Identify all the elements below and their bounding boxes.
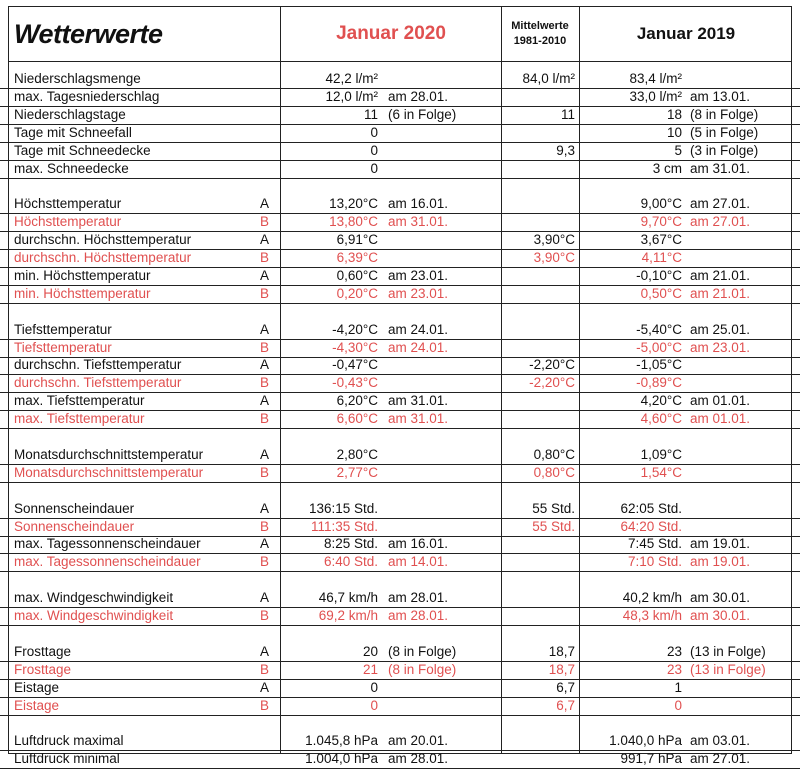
table-row <box>0 231 800 250</box>
row-label: Frosttage <box>14 643 72 659</box>
detail-2020: am 16.01. <box>388 196 449 212</box>
detail-2019: am 21.01. <box>690 267 751 283</box>
value-2020: 0 <box>370 697 378 713</box>
spacer-row <box>0 482 800 500</box>
value-2020: 6,39°C <box>336 250 378 265</box>
row-label: Niederschlagsmenge <box>14 71 141 86</box>
row-label: Tiefsttemperatur <box>14 339 112 355</box>
value-2020: 13,80°C <box>329 214 378 230</box>
value-2020: 0 <box>370 160 378 176</box>
detail-2019: am 27.01. <box>690 214 751 230</box>
detail-2020: am 24.01. <box>388 339 449 355</box>
value-2020: 42,2 l/m² <box>325 71 378 86</box>
value-2019: 0,50°C <box>640 285 682 301</box>
row-label: Höchsttemperatur <box>14 214 122 230</box>
row-label: Luftdruck minimal <box>14 751 120 767</box>
value-2020: -0,43°C <box>332 375 378 391</box>
detail-2019: am 19.01. <box>690 554 751 570</box>
value-2019: 18 <box>666 106 682 122</box>
station-code: B <box>260 608 270 623</box>
detail-2019: am 27.01. <box>690 751 751 767</box>
table-row <box>0 392 800 411</box>
detail-2019: (5 in Folge) <box>690 124 759 140</box>
station-code: A <box>260 196 270 212</box>
detail-2019: am 23.01. <box>690 339 751 355</box>
value-2019: 3 cm <box>652 160 682 176</box>
row-label: Eistage <box>14 679 60 695</box>
value-2020: 2,80°C <box>336 446 378 462</box>
detail-2019: am 01.01. <box>690 411 751 427</box>
detail-2020: (6 in Folge) <box>388 106 457 122</box>
value-2020: -4,30°C <box>332 339 378 355</box>
station-code: B <box>260 518 270 534</box>
column-header-2019: Januar 2019 <box>636 24 736 43</box>
detail-2020: am 28.01. <box>388 608 449 623</box>
table-row <box>0 321 800 340</box>
value-2019: 1.040,0 hPa <box>609 733 682 749</box>
row-label: max. Tagessonnenscheindauer <box>14 554 201 570</box>
station-code: A <box>260 232 270 248</box>
table-row <box>0 88 800 107</box>
detail-2020: am 31.01. <box>388 214 449 230</box>
station-code: A <box>260 446 270 462</box>
value-2019: -0,10°C <box>636 267 682 283</box>
value-mittelwert: 55 Std. <box>532 518 575 534</box>
detail-2020: am 28.01. <box>388 590 449 606</box>
detail-2020: (8 in Folge) <box>388 643 457 659</box>
detail-2019: (13 in Folge) <box>690 661 766 677</box>
row-label: durchschn. Tiefsttemperatur <box>14 357 182 373</box>
value-2020: 6:40 Std. <box>323 554 378 570</box>
value-2019: -0,89°C <box>636 375 682 391</box>
table-row <box>0 518 800 537</box>
table-row <box>0 446 800 465</box>
value-2019: 23 <box>666 661 682 677</box>
value-2019: 991,7 hPa <box>620 751 682 767</box>
row-label: min. Höchsttemperatur <box>14 285 151 301</box>
value-mittelwert: 3,90°C <box>533 250 575 265</box>
row-label: max. Tagessonnenscheindauer <box>14 536 201 552</box>
value-2019: 4,60°C <box>640 411 682 427</box>
value-2020: 2,77°C <box>336 464 378 480</box>
table-row <box>0 553 800 572</box>
value-2020: 20 <box>362 643 378 659</box>
table-row <box>0 70 800 89</box>
station-code: B <box>260 697 270 713</box>
row-label: Sonnenscheindauer <box>14 500 135 516</box>
detail-2019: am 31.01. <box>690 160 751 176</box>
detail-2019: am 30.01. <box>690 608 751 623</box>
value-2019: 10 <box>666 124 682 140</box>
value-2020: 0,60°C <box>336 267 378 283</box>
value-mittelwert: 6,7 <box>556 679 575 695</box>
station-code: B <box>260 464 270 480</box>
row-label: min. Höchsttemperatur <box>14 267 151 283</box>
value-2020: 0 <box>370 124 378 140</box>
detail-2019: am 27.01. <box>690 196 751 212</box>
row-label: durchschn. Höchsttemperatur <box>14 250 192 265</box>
value-2019: -5,40°C <box>636 321 682 337</box>
table-row <box>0 374 800 393</box>
value-2020: 8:25 Std. <box>323 536 378 552</box>
detail-2019: (8 in Folge) <box>690 106 759 122</box>
station-code: B <box>260 250 270 265</box>
value-2020: 6,91°C <box>336 232 378 248</box>
station-code: B <box>260 411 270 427</box>
value-2020: 12,0 l/m² <box>325 88 378 104</box>
value-2019: 3,67°C <box>640 232 682 248</box>
value-mittelwert: 0,80°C <box>533 464 575 480</box>
value-2019: 1,09°C <box>640 446 682 462</box>
table-row <box>0 267 800 286</box>
row-label: max. Windgeschwindigkeit <box>14 608 174 623</box>
value-2020: 13,20°C <box>329 196 378 212</box>
table-row <box>0 697 800 716</box>
detail-2019: am 21.01. <box>690 285 751 301</box>
table-row <box>0 339 800 358</box>
row-label: Höchsttemperatur <box>14 196 122 212</box>
value-2019: 83,4 l/m² <box>629 71 682 86</box>
value-2020: -4,20°C <box>332 321 378 337</box>
row-label: Tage mit Schneedecke <box>14 142 151 158</box>
value-mittelwert: 6,7 <box>556 697 575 713</box>
detail-2019: (3 in Folge) <box>690 142 759 158</box>
station-code: B <box>260 661 270 677</box>
value-2019: -1,05°C <box>636 357 682 373</box>
detail-2020: am 28.01. <box>388 751 449 767</box>
row-label: durchschn. Höchsttemperatur <box>14 232 192 248</box>
value-2020: 11 <box>363 106 378 122</box>
value-2019: 9,00°C <box>640 196 682 212</box>
row-label: Monatsdurchschnittstemperatur <box>14 446 204 462</box>
table-row <box>0 732 800 751</box>
row-label: max. Schneedecke <box>14 160 129 176</box>
station-code: A <box>260 357 270 373</box>
row-label: durchschn. Tiefsttemperatur <box>14 375 182 391</box>
value-mittelwert: 84,0 l/m² <box>522 71 575 86</box>
value-2019: 40,2 km/h <box>622 590 682 606</box>
value-2019: -5,00°C <box>636 339 682 355</box>
table-row <box>0 500 800 519</box>
station-code: B <box>260 285 270 301</box>
value-mittelwert: 3,90°C <box>533 232 575 248</box>
column-header-2020: Januar 2020 <box>336 23 446 44</box>
value-2020: 6,60°C <box>336 411 378 427</box>
station-code: A <box>260 500 270 516</box>
spacer-row <box>0 303 800 321</box>
value-2020: 111:35 Std. <box>310 518 378 534</box>
value-2019: 4,20°C <box>640 393 682 409</box>
detail-2019: am 30.01. <box>690 590 751 606</box>
table-row <box>0 106 800 125</box>
table-row <box>0 213 800 232</box>
row-label: Sonnenscheindauer <box>14 518 135 534</box>
row-label: Niederschlagstage <box>14 106 126 122</box>
value-2019: 0 <box>674 697 682 713</box>
value-2020: 0 <box>370 142 378 158</box>
detail-2020: am 20.01. <box>388 733 449 749</box>
page-title: Wetterwerte <box>14 18 163 49</box>
station-code: B <box>260 375 270 391</box>
value-2019: 33,0 l/m² <box>629 88 682 104</box>
value-2020: 1.045,8 hPa <box>305 733 378 749</box>
spacer-row <box>0 177 800 195</box>
value-mittelwert: -2,20°C <box>529 357 575 373</box>
station-code: A <box>260 590 270 606</box>
value-2020: 0 <box>370 679 378 695</box>
table-row <box>0 160 800 179</box>
detail-2020: (8 in Folge) <box>388 661 457 677</box>
column-header-mittelwerte <box>502 8 578 60</box>
table-row <box>0 464 800 483</box>
value-2019: 1,54°C <box>640 464 682 480</box>
table-row <box>0 249 800 268</box>
table-row <box>0 410 800 429</box>
table-border-top <box>8 6 792 7</box>
row-label: Tiefsttemperatur <box>14 321 112 337</box>
detail-2019: am 01.01. <box>690 393 751 409</box>
detail-2019: am 19.01. <box>690 536 751 552</box>
value-2020: 6,20°C <box>336 393 378 409</box>
value-mittelwert: 0,80°C <box>533 446 575 462</box>
table-row <box>0 661 800 680</box>
value-2019: 62:05 Std. <box>620 500 682 516</box>
row-label: max. Tiefsttemperatur <box>14 411 145 427</box>
row-label: Frosttage <box>14 661 72 677</box>
detail-2019: am 25.01. <box>690 321 751 337</box>
detail-2020: am 31.01. <box>388 411 449 427</box>
table-row <box>0 535 800 554</box>
value-2020: 1.004,0 hPa <box>305 751 378 767</box>
detail-2020: am 24.01. <box>388 321 449 337</box>
detail-2020: am 31.01. <box>388 393 449 409</box>
value-mittelwert: 55 Std. <box>532 500 575 516</box>
station-code: B <box>260 339 270 355</box>
detail-2020: am 23.01. <box>388 285 449 301</box>
table-row <box>0 589 800 608</box>
detail-2020: am 16.01. <box>388 536 449 552</box>
value-mittelwert: -2,20°C <box>529 375 575 391</box>
table-row <box>0 607 800 626</box>
detail-2020: am 28.01. <box>388 88 449 104</box>
mittelwerte-label: Mittelwerte <box>511 20 569 32</box>
row-label: Monatsdurchschnittstemperatur <box>14 464 204 480</box>
value-2019: 64:20 Std. <box>620 518 682 534</box>
value-2019: 5 <box>674 142 682 158</box>
value-2019: 4,11°C <box>641 250 682 265</box>
station-code: A <box>260 643 270 659</box>
value-2020: 136:15 Std. <box>308 500 378 516</box>
table-row <box>0 643 800 662</box>
row-label: Luftdruck maximal <box>14 733 124 749</box>
row-label: Eistage <box>14 697 60 713</box>
row-label: max. Tagesniederschlag <box>14 88 160 104</box>
station-code: A <box>260 267 270 283</box>
table-row <box>0 195 800 214</box>
detail-2019: am 13.01. <box>690 88 751 104</box>
value-mittelwert: 11 <box>560 106 575 122</box>
value-2020: -0,47°C <box>332 357 378 373</box>
header-divider <box>8 61 792 62</box>
station-code: A <box>260 679 270 695</box>
spacer-row <box>0 714 800 732</box>
detail-2020: am 14.01. <box>388 554 449 570</box>
station-code: A <box>260 321 270 337</box>
value-mittelwert: 18,7 <box>548 643 575 659</box>
table-row <box>0 285 800 304</box>
spacer-row <box>0 625 800 643</box>
station-code: A <box>260 536 270 552</box>
value-2019: 1 <box>674 679 682 695</box>
row-label: max. Windgeschwindigkeit <box>14 590 174 606</box>
value-2020: 46,7 km/h <box>318 590 378 606</box>
spacer-row <box>0 428 800 446</box>
value-mittelwert: 9,3 <box>556 142 575 158</box>
detail-2020: am 23.01. <box>388 267 449 283</box>
row-label: max. Tiefsttemperatur <box>14 393 145 409</box>
value-2019: 23 <box>666 643 682 659</box>
value-2019: 9,70°C <box>640 214 682 230</box>
value-2019: 7:45 Std. <box>627 536 682 552</box>
detail-2019: (13 in Folge) <box>690 643 766 659</box>
spacer-row <box>0 571 800 589</box>
value-2020: 0,20°C <box>336 285 378 301</box>
value-mittelwert: 18,7 <box>548 661 575 677</box>
value-2019: 7:10 Std. <box>627 554 682 570</box>
table-row <box>0 142 800 161</box>
station-code: A <box>260 393 270 409</box>
table-row <box>0 356 800 375</box>
value-2020: 21 <box>362 661 378 677</box>
mittelwerte-period: 1981-2010 <box>513 35 567 47</box>
station-code: B <box>260 214 270 230</box>
detail-2019: am 03.01. <box>690 733 751 749</box>
value-2020: 69,2 km/h <box>318 608 378 623</box>
table-row <box>0 124 800 143</box>
table-row <box>0 679 800 698</box>
value-2019: 48,3 km/h <box>622 608 682 623</box>
row-label: Tage mit Schneefall <box>14 124 132 140</box>
station-code: B <box>260 554 270 570</box>
